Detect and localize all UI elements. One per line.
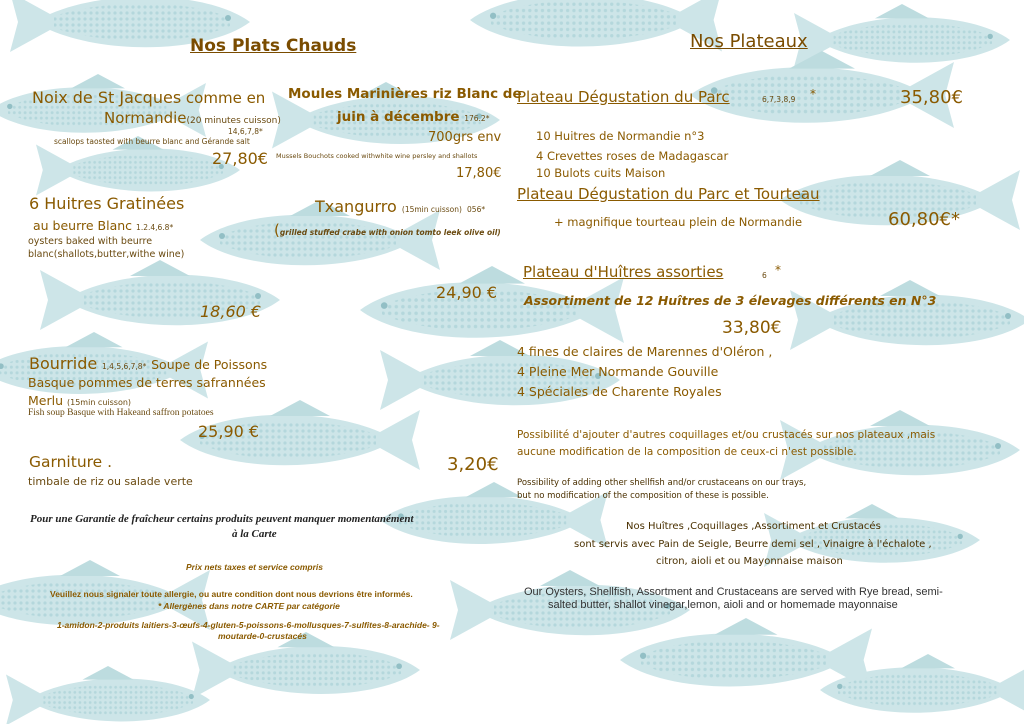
allergy-notice: Veuillez nous signaler toute allergie, ou autre condition dont nous devrions être informés.	[50, 589, 413, 599]
allergen-codes: 176.2*	[464, 114, 490, 123]
possibility-english-2: but no modification of the composition of these is possible.	[517, 491, 769, 501]
dish-price: 3,20€	[447, 454, 499, 475]
dish-huitres-gratinees: 6 Huitres Gratinées	[29, 194, 185, 213]
dish-price: 17,80€	[456, 166, 502, 181]
dish-huitres-line2	[33, 219, 173, 233]
dish-name: Txangurro	[315, 197, 397, 216]
plateau-item: 4 Crevettes roses de Madagascar	[536, 149, 729, 163]
plateau-price: 60,80€*	[888, 209, 960, 230]
dish-english: Mussels Bouchots cooked withwhite wine persley and shallots	[276, 152, 478, 160]
plateau-assorties: Plateau d'Huîtres assorties	[523, 263, 724, 281]
dish-desc-2: Basque pommes de terres safrannées	[28, 375, 266, 390]
cooking-time: (15min cuisson)	[401, 205, 462, 214]
plateau-item: 4 fines de claires de Marennes d'Oléron ,	[517, 344, 773, 359]
freshness-notice-1: Pour une Garantie de fraîcheur certains produits peuvent manquer momentanément	[30, 513, 414, 525]
served-english-2: salted butter, shallot vinegar,lemon, aioli and or homemade mayonnaise	[548, 599, 898, 611]
dish-desc-3-line	[28, 394, 131, 408]
dish-name: Noix de St Jacques	[32, 88, 182, 107]
dish-moules: Moules Marinières riz Blanc de	[288, 86, 522, 102]
cooking-time: (20 minutes cuisson)	[186, 116, 281, 126]
dish-price: 25,90 €	[198, 422, 260, 441]
dish-stjacques	[32, 89, 265, 107]
allergen-codes: 056*	[467, 205, 486, 214]
dish-price: 18,60 €	[200, 302, 262, 321]
dish-english-2: blanc(shallots,butter,withe wine)	[28, 249, 185, 260]
plateau-item: 10 Huitres de Normandie n°3	[536, 129, 705, 143]
dish-desc-1: Soupe de Poissons	[151, 357, 268, 372]
served-with-2: sont servis avec Pain de Seigle, Beurre demi sel , Vinaigre à l'échalote ,	[574, 539, 932, 550]
served-with-3: citron, aioli et ou Mayonnaise maison	[656, 556, 843, 567]
dish-moules-line2	[337, 110, 489, 126]
plateau-desc: + magnifique tourteau plein de Normandie	[554, 215, 803, 229]
allergen-codes: 6,7,3,8,9	[762, 95, 796, 104]
plateau-tourteau: Plateau Dégustation du Parc et Tourteau	[517, 185, 820, 203]
dish-english: scallops taosted with beurre blanc and Gérande salt	[54, 137, 250, 146]
allergen-codes: 6	[762, 271, 767, 280]
section-title-plateaux: Nos Plateaux	[690, 31, 808, 52]
possibility-note-1: Possibilité d'ajouter d'autres coquillages et/ou crustacés sur nos plateaux ,mais	[517, 429, 936, 441]
allergen-codes: 1.2.4,6.8*	[136, 223, 174, 232]
plateau-parc: Plateau Dégustation du Parc	[517, 88, 730, 106]
allergen-list-2: moutarde-0-crustacés	[218, 631, 307, 641]
allergen-heading: * Allergènes dans notre CARTE par catégorie	[158, 601, 340, 611]
possibility-english-1: Possibility of adding other shellfish and/or crustaceans on our trays,	[517, 478, 807, 488]
section-title-plats-chauds: Nos Plats Chauds	[190, 36, 357, 56]
plateau-price: 33,80€	[722, 318, 782, 338]
allergen-list-1: 1-amidon-2-produits laitiers-3-œufs-4-gluten-5-poissons-6-mollusques-7-sulfites-8-arachide- 9-	[57, 620, 440, 630]
allergen-codes: 1,4,5,6,7,8*	[102, 362, 147, 371]
dish-english: Fish soup Basque with Hakeand saffron potatoes	[28, 408, 214, 418]
dish-desc: timbale de riz ou salade verte	[28, 475, 193, 488]
plateau-desc: Assortiment de 12 Huîtres de 3 élevages différents en N°3	[524, 293, 937, 308]
dish-price: 27,80€	[212, 149, 268, 168]
allergen-star: *	[810, 87, 816, 101]
dish-name-line2: au beurre Blanc	[33, 218, 133, 233]
dish-english: grilled stuffed crabe with onion tomto leek olive oil)	[279, 228, 501, 237]
dish-bourride	[29, 355, 267, 373]
plateau-item: 4 Spéciales de Charente Royales	[517, 384, 722, 399]
freshness-notice-2: à la Carte	[232, 528, 277, 540]
dish-txangurro	[315, 198, 485, 216]
possibility-note-2: aucune modification de la composition de ceux-ci n'est possible.	[517, 446, 857, 458]
dish-price: 24,90 €	[436, 283, 498, 302]
dish-weight: 700grs env	[428, 130, 502, 145]
prices-notice: Prix nets taxes et service compris	[186, 562, 324, 572]
plateau-item: 4 Pleine Mer Normande Gouville	[517, 364, 719, 379]
paren: (	[274, 221, 280, 239]
allergen-codes: 14,6,7,8*	[228, 127, 263, 136]
dish-name-line2: juin à décembre	[337, 109, 460, 125]
dish-txangurro-english	[274, 221, 501, 239]
cooking-time: (15min cuisson)	[67, 398, 132, 407]
plateau-price: 35,80€	[900, 87, 963, 108]
allergen-star: *	[775, 263, 781, 277]
dish-desc-3: Merlu	[28, 393, 64, 408]
dish-garniture: Garniture .	[29, 453, 113, 471]
dish-name: Bourride	[29, 354, 98, 373]
served-with-1: Nos Huîtres ,Coquillages ,Assortiment et Crustacés	[626, 521, 881, 532]
plateau-item: 10 Bulots cuits Maison	[536, 166, 666, 180]
served-english-1: Our Oysters, Shellfish, Assortment and Crustaceans are served with Rye bread, semi-	[524, 586, 943, 598]
dish-stjacques-line2	[104, 110, 281, 127]
dish-name-suffix: comme en	[181, 89, 266, 107]
dish-english-1: oysters baked with beurre	[28, 236, 153, 247]
dish-name-line2: Normandie	[104, 109, 187, 127]
